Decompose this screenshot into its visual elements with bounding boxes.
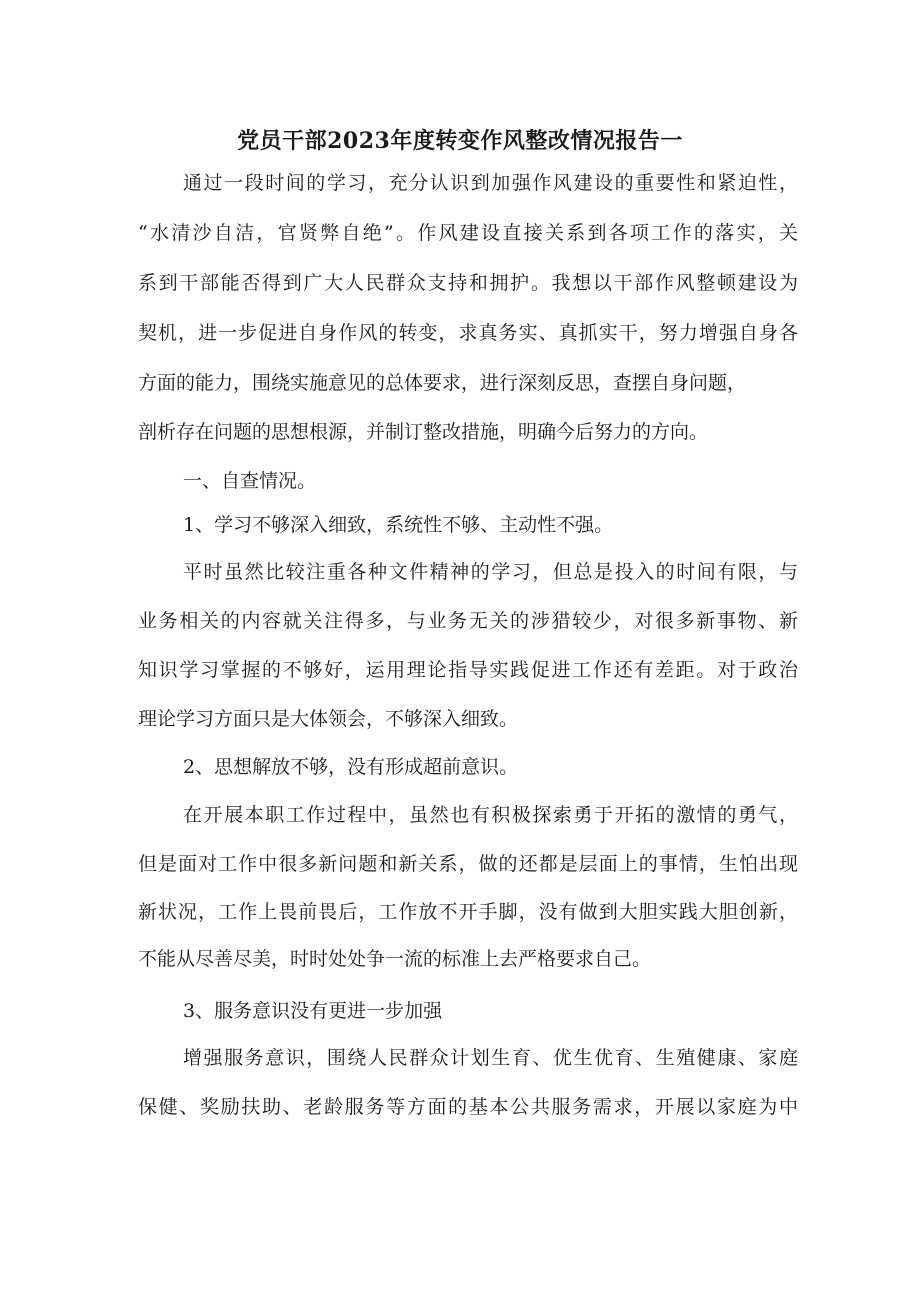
paragraph-line: 系到干部能否得到广大人民群众支持和拥护。我想以干部作风整顿建设为 [138,272,798,294]
paragraph-line: 剖析存在问题的思想根源，并制订整改措施，明确今后努力的方向。 [138,421,709,443]
paragraph-line: 业务相关的内容就关注得多，与业务无关的涉猎较少，对很多新事物、新 [138,610,798,632]
subsection-heading: 1、学习不够深入细致，系统性不够、主动性不强。 [183,514,614,536]
document-title: 党员干部2023年度转变作风整改情况报告一 [237,128,683,154]
paragraph-line: 在开展本职工作过程中，虽然也有积极探索勇于开拓的激情的勇气， [183,804,798,826]
paragraph-line: 理论学习方面只是大体领会，不够深入细致。 [138,708,519,730]
paragraph-line: 但是面对工作中很多新问题和新关系，做的还都是层面上的事情，生怕出现 [138,853,798,875]
paragraph-line: 知识学习掌握的不够好，运用理论指导实践促进工作还有差距。对于政治 [138,659,798,681]
subsection-heading: 2、思想解放不够，没有形成超前意识。 [183,756,519,778]
paragraph-line: 通过一段时间的学习，充分认识到加强作风建设的重要性和紧迫性， [183,172,798,194]
paragraph-line: “水清沙自洁，官贤弊自绝”。作风建设直接关系到各项工作的落实，关 [138,222,798,244]
paragraph-line: 方面的能力，围绕实施意见的总体要求，进行深刻反思，查摆自身问题， [138,372,747,394]
paragraph-line: 增强服务意识，围绕人民群众计划生育、优生优育、生殖健康、家庭 [183,1047,798,1069]
paragraph-line: 平时虽然比较注重各种文件精神的学习，但总是投入的时间有限，与 [183,561,798,583]
paragraph-line: 不能从尽善尽美，时时处处争一流的标准上去严格要求自己。 [138,948,652,970]
paragraph-line: 保健、奖励扶助、老龄服务等方面的基本公共服务需求，开展以家庭为中 [138,1096,798,1118]
subsection-heading: 3、服务意识没有更进一步加强 [183,1000,443,1022]
paragraph-line: 新状况，工作上畏前畏后，工作放不开手脚，没有做到大胆实践大胆创新， [138,901,798,923]
section-heading: 一、自查情况。 [183,470,317,492]
paragraph-line: 契机，进一步促进自身作风的转变，求真务实、真抓实干，努力增强自身各 [138,322,798,344]
